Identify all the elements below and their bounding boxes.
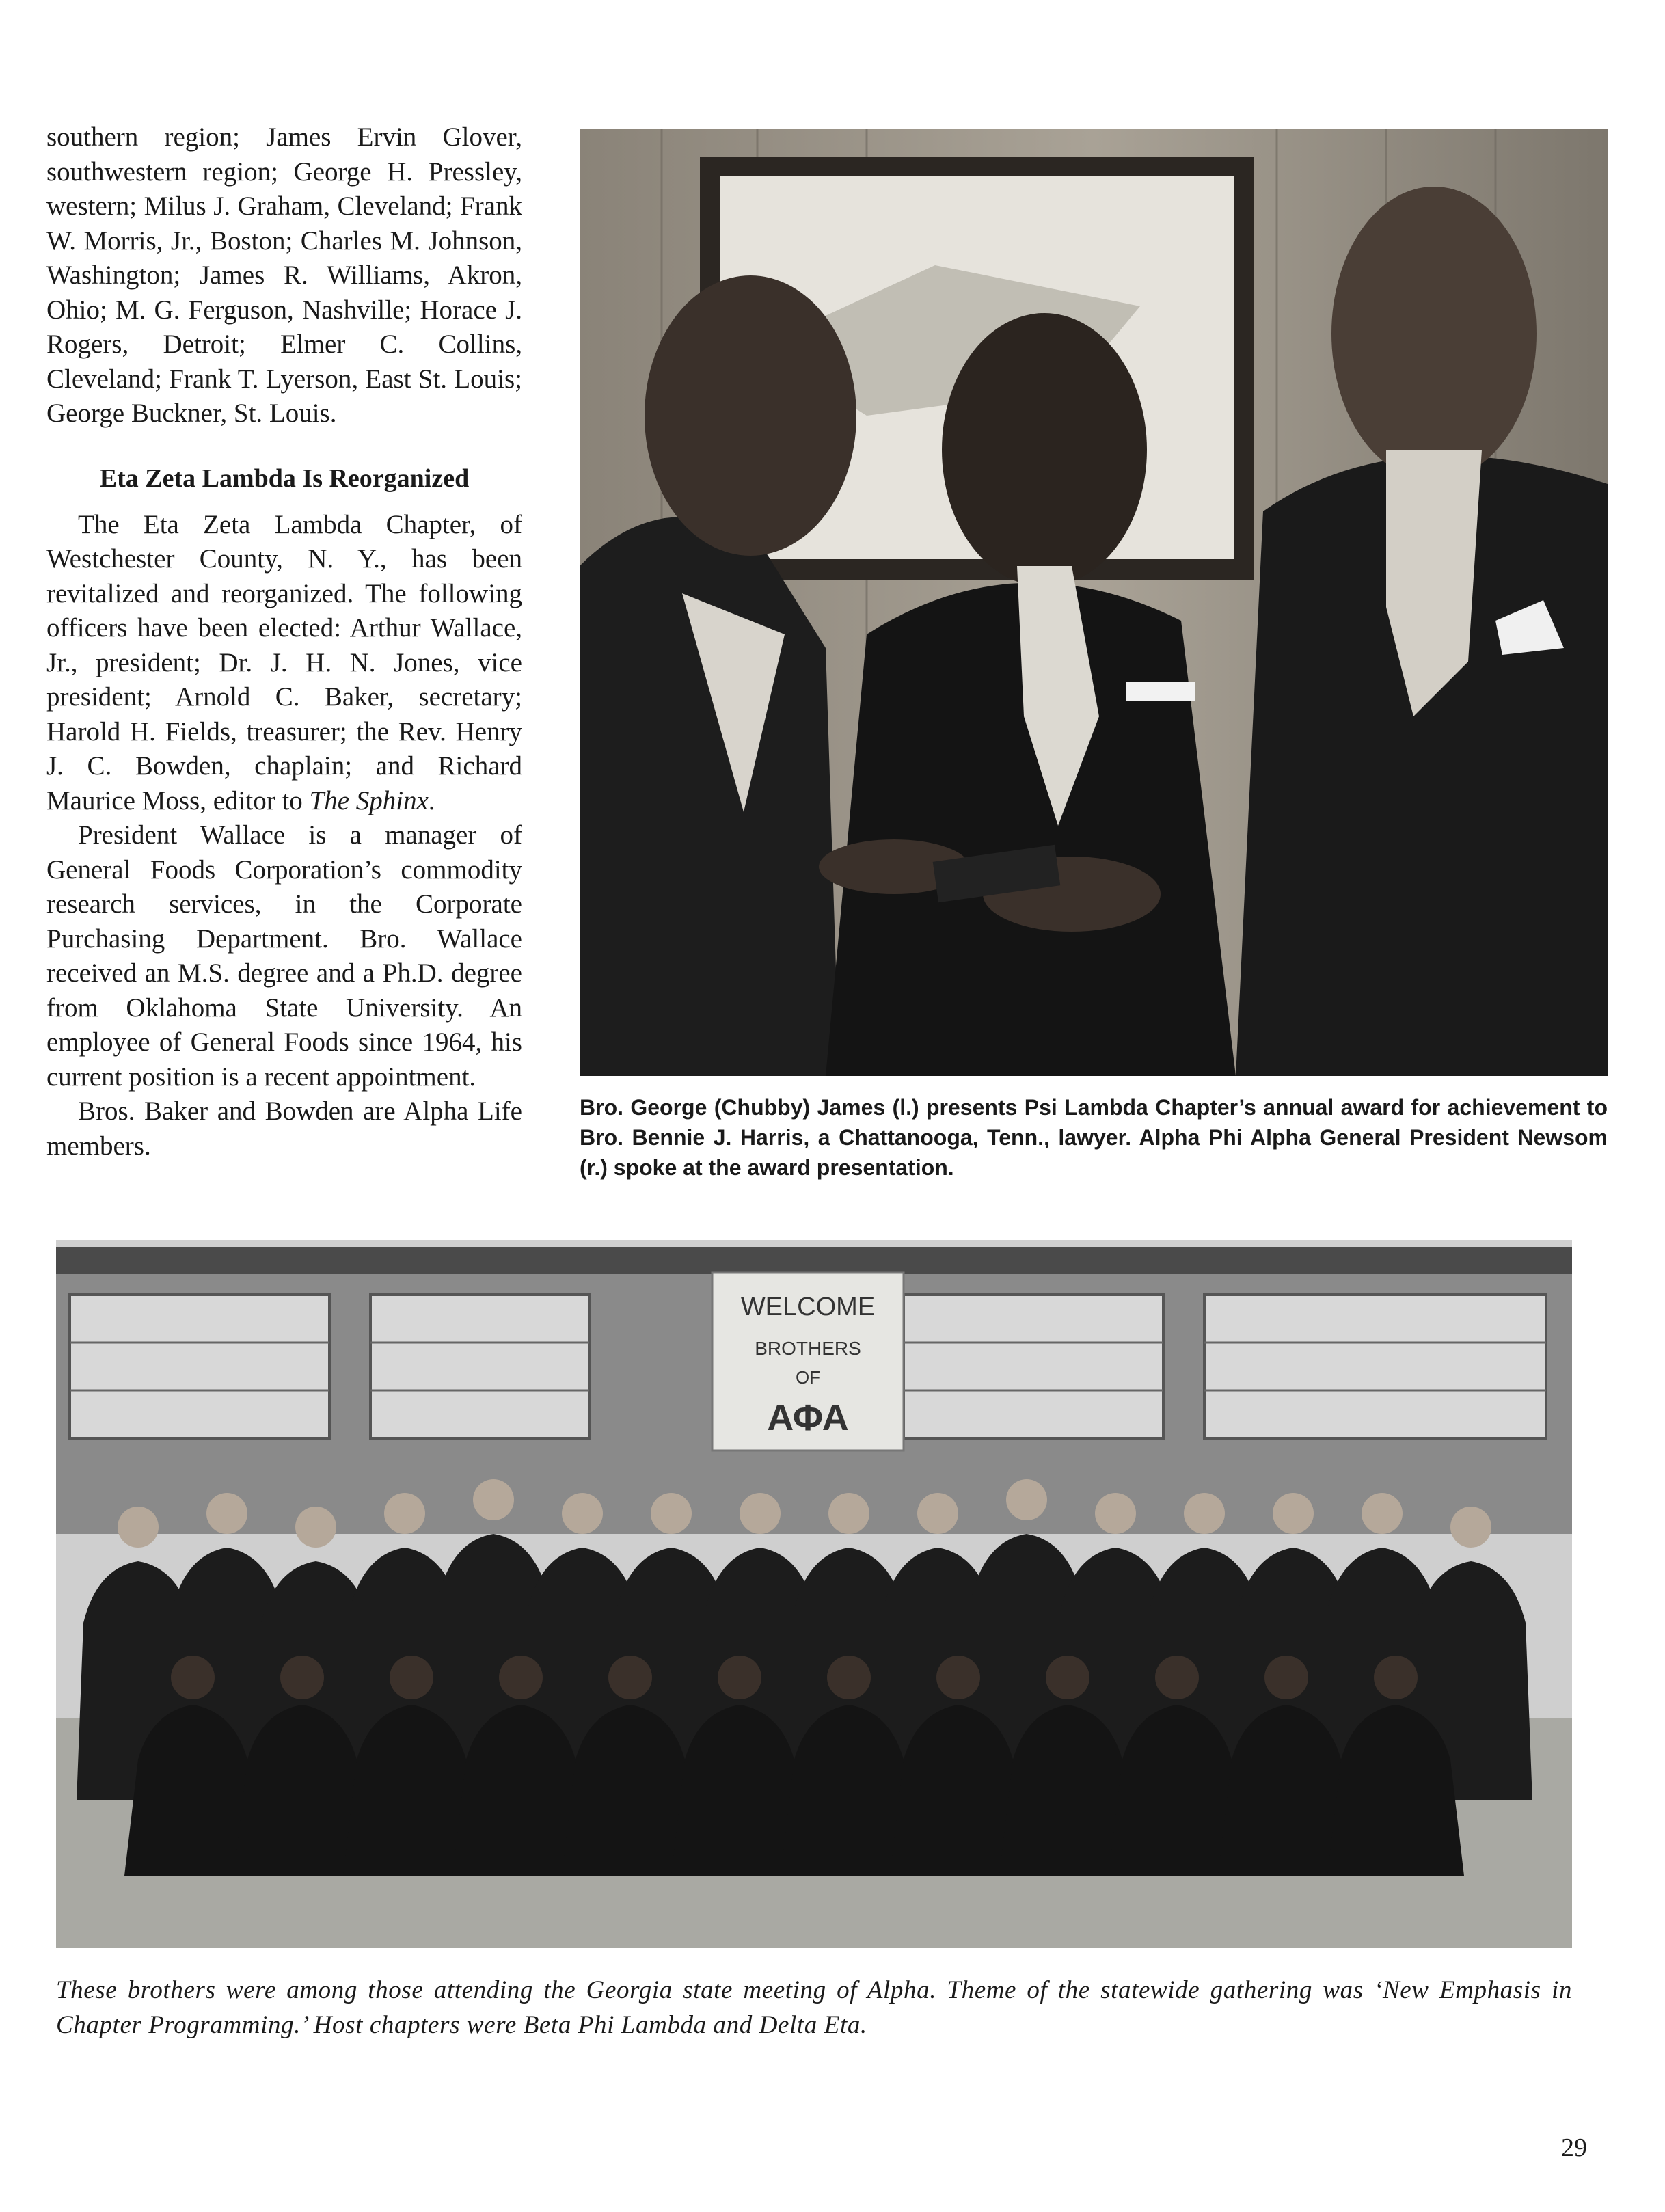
award-photo-image	[580, 129, 1608, 1076]
paragraph-president-wallace: President Wallace is a manager of General Foods Corporation’s commodity research services, in the Corporate Purchasing Department. Bro. Wallace received an M.S. degree and a Ph.D. degree from Oklahoma State University. An employee of General Foods since 1964, his current position is a recent appointment.	[46, 820, 522, 1092]
officers-text-end: .	[428, 785, 435, 815]
paragraph-regional-officers: southern region; James Ervin Glover, southwestern region; George H. Pressley, western; Milus J. Graham, Cleveland; Frank W. Morris, Jr., Boston; Charles M. Johnson, Washington; James R. Williams, Akron, Ohio; M. G. Ferguson, Nashville; Horace J. Rogers, Detroit; Elmer C. Collins, Cleveland; Frank T. Lyerson, East St. Louis; George Buckner, St. Louis.	[46, 122, 522, 428]
article-text-column	[46, 120, 522, 1163]
section-heading: Eta Zeta Lambda Is Reorganized	[99, 463, 470, 493]
banner-line-3: OF	[795, 1367, 821, 1388]
paragraph-chapter-officers	[46, 508, 522, 819]
paragraph-life-members: Bros. Baker and Bowden are Alpha Life members.	[46, 1096, 522, 1161]
award-photo-caption: Bro. George (Chubby) James (l.) presents Psi Lambda Chapter’s annual award for achievement to Bro. Bennie J. Harris, a Chattanooga, Tenn., lawyer. Alpha Phi Alpha General President Newsom (r.) spoke at the award presentation.	[580, 1095, 1608, 1180]
magazine-title: The Sphinx	[309, 785, 429, 815]
georgia-meeting-group-photo	[56, 1240, 1572, 1948]
group-photo-caption: These brothers were among those attending the Georgia state meeting of Alpha. Theme of the statewide gathering was ‘New Emphasis in Chapter Programming.’ Host chapters were Beta Phi Lambda and Delta Eta.	[56, 1976, 1572, 2039]
officers-text: The Eta Zeta Lambda Chapter, of Westchester County, N. Y., has been revitalized and reorganized. The following officers have been elected: Arthur Wallace, Jr., president; Dr. J. H. N. Jones, vice president; Arnold C. Baker, secretary; Harold H. Fields, treasurer; the Rev. Henry J. C. Bowden, chaplain; and Richard Maurice Moss, editor to	[46, 509, 522, 815]
banner-line-2: BROTHERS	[755, 1338, 861, 1359]
award-presentation-photo	[580, 129, 1608, 1076]
banner-line-1: WELCOME	[740, 1293, 876, 1321]
banner-line-4: ΑΦΑ	[767, 1397, 849, 1438]
group-photo-image	[56, 1240, 1572, 1948]
page-number: 29	[1561, 2133, 1587, 2162]
